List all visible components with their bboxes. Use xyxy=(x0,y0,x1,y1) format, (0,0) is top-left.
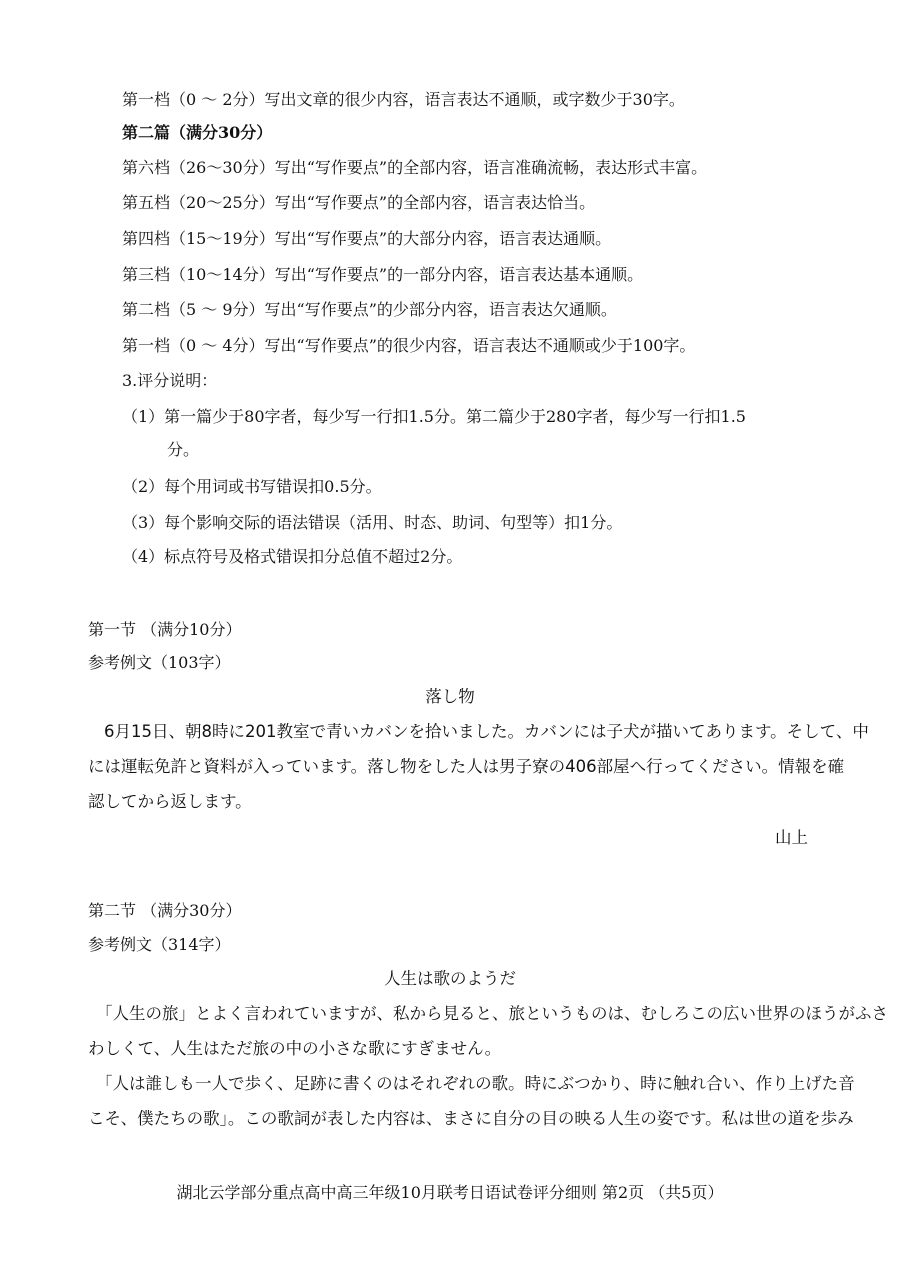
note-2: （2）每个用词或书写错误扣0.5分。 xyxy=(122,477,382,496)
note-4: （4）标点符号及格式错误扣分总值不超过2分。 xyxy=(122,547,463,566)
note-1-line-2: 分。 xyxy=(167,440,200,459)
essay2-tier-4: 第四档（15～19分）写出“写作要点”的大部分内容，语言表达通顺。 xyxy=(122,229,612,248)
page-footer: 湖北云学部分重点高中高三年级10月联考日语试卷评分细则 第2页 （共5页） xyxy=(176,1183,724,1202)
essay2-tier-2: 第二档（5 ～ 9分）写出“写作要点”的少部分内容，语言表达欠通顺。 xyxy=(122,300,617,319)
section2-heading: 第二节 （满分30分） xyxy=(88,901,242,920)
section2-line-1: 「人生の旅」とよく言われていますが、私から見ると、旅というものは、むしろこの広い世界のほうがふさ xyxy=(96,1004,888,1023)
essay1-tier1: 第一档（0 ～ 2分）写出文章的很少内容，语言表达不通顺，或字数少于30字。 xyxy=(122,90,685,109)
section2-title: 人生は歌のようだ xyxy=(384,969,516,988)
section2-line-3: 「人は誰しも一人で歩く、足跡に書くのはそれぞれの歌。時にぶつかり、時に触れ合い、作り上げた音 xyxy=(96,1074,855,1093)
section1-heading: 第一节 （满分10分） xyxy=(88,620,242,639)
essay2-tier-5: 第五档（20～25分）写出“写作要点”的全部内容，语言表达恰当。 xyxy=(122,193,596,212)
section2-line-2: わしくて、人生はただ旅の中の小さな歌にすぎません。 xyxy=(88,1039,502,1058)
note-3: （3）每个影响交际的语法错误（活用、时态、助词、句型等）扣1分。 xyxy=(122,513,623,532)
notes-heading: 3.评分说明： xyxy=(122,371,218,390)
essay2-tier-1: 第一档（0 ～ 4分）写出“写作要点”的很少内容，语言表达不通顺或少于100字。 xyxy=(122,336,696,355)
section1-line-1: 6月15日、朝8時に201教室で青いカバンを拾いました。カバンには子犬が描いてあります。そして、中 xyxy=(104,722,869,741)
essay2-tier-6: 第六档（26～30分）写出“写作要点”的全部内容，语言准确流畅，表达形式丰富。 xyxy=(122,158,708,177)
section1-line-2: には運転免許と資料が入っています。落し物をした人は男子寮の406部屋へ行ってください。情報を確 xyxy=(88,757,845,776)
essay2-heading: 第二篇（满分30分） xyxy=(122,123,273,142)
essay2-tier-3: 第三档（10～14分）写出“写作要点”的一部分内容，语言表达基本通顺。 xyxy=(122,265,644,284)
section2-line-4: こそ、僕たちの歌」。この歌詞が表した内容は、まさに自分の目の映る人生の姿です。私は世の道を歩み xyxy=(88,1109,854,1128)
section1-signature: 山上 xyxy=(775,828,808,847)
section1-line-3: 認してから返します。 xyxy=(88,792,252,811)
section2-sample-label: 参考例文（314字） xyxy=(88,935,231,954)
section1-title: 落し物 xyxy=(425,687,475,706)
note-1-line-1: （1）第一篇少于80字者，每少写一行扣1.5分。第二篇少于280字者，每少写一行扣1.5 xyxy=(122,407,746,426)
section1-sample-label: 参考例文（103字） xyxy=(88,653,231,672)
